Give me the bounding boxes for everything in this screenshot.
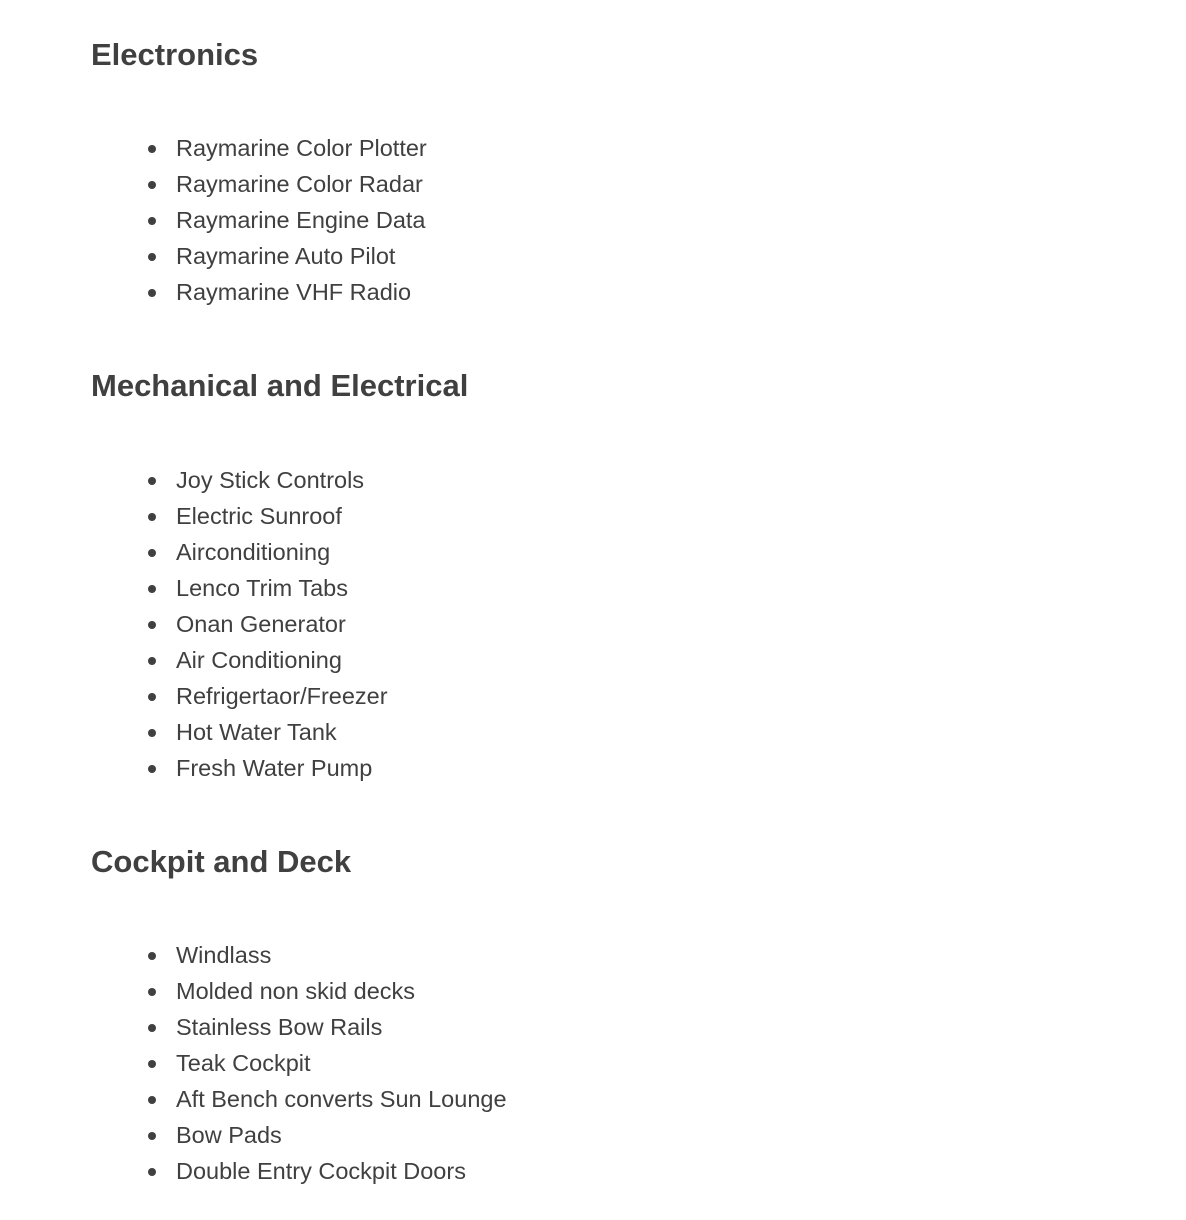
bullet-icon <box>148 1096 156 1104</box>
list-item-text: Hot Water Tank <box>176 719 337 745</box>
list-item-text: Refrigertaor/Freezer <box>176 683 388 709</box>
bullet-icon <box>148 585 156 593</box>
list-item-text: Airconditioning <box>176 539 331 565</box>
list-item <box>176 1081 507 1117</box>
list-item-text: Raymarine Color Radar <box>176 171 423 197</box>
section-heading: Mechanical and Electrical <box>91 368 469 403</box>
list-item <box>176 202 427 238</box>
feature-list <box>91 130 427 310</box>
list-item <box>176 750 388 786</box>
bullet-icon <box>148 765 156 773</box>
list-item-text: Air Conditioning <box>176 647 342 673</box>
bullet-icon <box>148 217 156 225</box>
list-item <box>176 937 507 973</box>
list-item-text: Windlass <box>176 942 272 968</box>
list-item <box>176 1009 507 1045</box>
section-heading: Cockpit and Deck <box>91 844 352 879</box>
bullet-icon <box>148 549 156 557</box>
list-item <box>176 166 427 202</box>
bullet-icon <box>148 729 156 737</box>
list-item-text: Double Entry Cockpit Doors <box>176 1158 466 1184</box>
bullet-icon <box>148 289 156 297</box>
list-item-text: Bow Pads <box>176 1122 282 1148</box>
bullet-icon <box>148 1168 156 1176</box>
bullet-icon <box>148 477 156 485</box>
list-item <box>176 238 427 274</box>
list-item-text: Lenco Trim Tabs <box>176 575 348 601</box>
list-item-text: Aft Bench converts Sun Lounge <box>176 1086 507 1112</box>
list-item-text: Raymarine Color Plotter <box>176 135 427 161</box>
list-item-text: Stainless Bow Rails <box>176 1014 383 1040</box>
list-item-text: Molded non skid decks <box>176 978 416 1004</box>
list-item-text: Raymarine Auto Pilot <box>176 243 396 269</box>
bullet-icon <box>148 657 156 665</box>
list-item <box>176 1117 507 1153</box>
list-item <box>176 678 388 714</box>
list-item <box>176 1045 507 1081</box>
list-item-text: Joy Stick Controls <box>176 467 365 493</box>
list-item <box>176 462 388 498</box>
bullet-icon <box>148 952 156 960</box>
feature-list <box>91 462 388 786</box>
bullet-icon <box>148 181 156 189</box>
bullet-icon <box>148 621 156 629</box>
list-item <box>176 642 388 678</box>
list-item-text: Teak Cockpit <box>176 1050 311 1076</box>
list-item-text: Onan Generator <box>176 611 346 637</box>
list-item <box>176 534 388 570</box>
list-item <box>176 570 388 606</box>
list-item <box>176 130 427 166</box>
feature-list <box>91 937 507 1189</box>
list-item <box>176 1153 507 1189</box>
bullet-icon <box>148 988 156 996</box>
list-item-text: Raymarine VHF Radio <box>176 279 412 305</box>
bullet-icon <box>148 145 156 153</box>
list-item-text: Raymarine Engine Data <box>176 207 426 233</box>
bullet-icon <box>148 1024 156 1032</box>
bullet-icon <box>148 693 156 701</box>
list-item <box>176 606 388 642</box>
bullet-icon <box>148 513 156 521</box>
list-item <box>176 973 507 1009</box>
list-item-text: Fresh Water Pump <box>176 755 373 781</box>
list-item <box>176 274 427 310</box>
bullet-icon <box>148 253 156 261</box>
section-heading: Electronics <box>91 37 259 72</box>
bullet-icon <box>148 1132 156 1140</box>
list-item-text: Electric Sunroof <box>176 503 342 529</box>
bullet-icon <box>148 1060 156 1068</box>
list-item <box>176 714 388 750</box>
list-item <box>176 498 388 534</box>
